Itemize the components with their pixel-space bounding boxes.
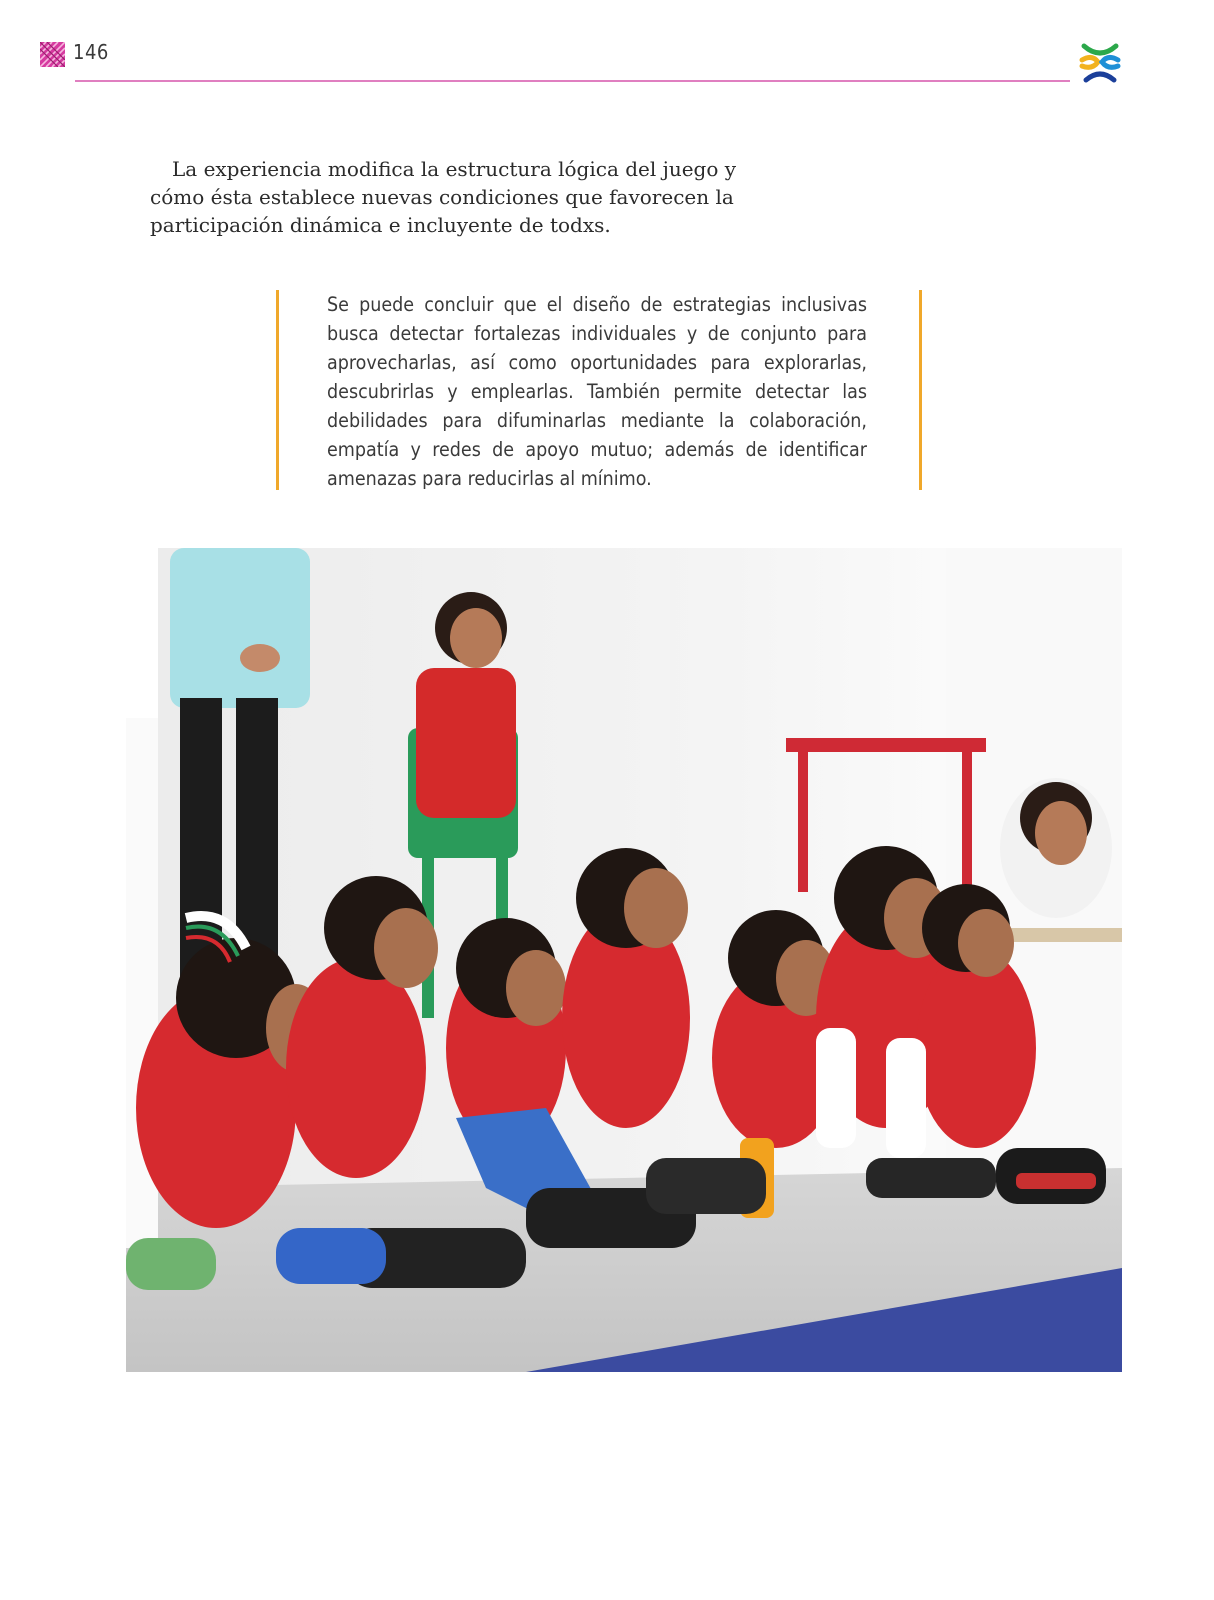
page-header	[0, 0, 1214, 100]
pink-pattern-square-icon	[40, 42, 65, 67]
colorful-figures-logo-icon	[1076, 38, 1124, 86]
highlight-quote	[276, 290, 922, 490]
intro-paragraph: La experiencia modifica la estructura lógica del juego y cómo ésta establece nuevas condiciones que favorecen la participación dinámica e incluyente de todxs.	[150, 157, 737, 237]
photo-girls-sitting-on-gym-floor	[126, 548, 1122, 1372]
header-divider	[75, 80, 1070, 82]
quote-text: Se puede concluir que el diseño de estrategias inclusivas busca detectar fortalezas individuales y de conjunto para aprovecharlas, así como oportunidades para explorarlas, descubrirlas y emplearlas. También permite detectar las debilidades para difuminarlas mediante la colaboración, empatía y redes de apoyo mutuo; además de identificar amenazas para reducirlas al mínimo.	[327, 293, 867, 490]
quote-bar-left	[276, 290, 279, 490]
quote-bar-right	[919, 290, 922, 490]
page-number: 146	[73, 40, 109, 64]
